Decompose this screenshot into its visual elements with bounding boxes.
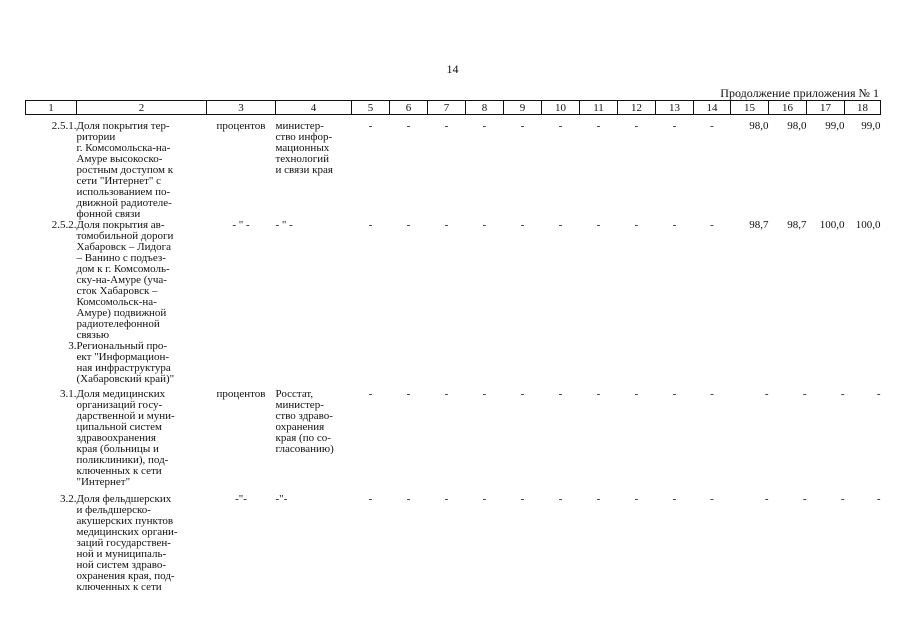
value-cell: 98,0 bbox=[787, 120, 807, 132]
value-cell: 99,0 bbox=[861, 120, 881, 132]
value-cell bbox=[618, 341, 656, 389]
value-cell: - bbox=[802, 493, 807, 505]
value-cell: - bbox=[596, 120, 601, 132]
value-cell: 100,0 bbox=[819, 219, 845, 231]
indicator-name: Доля покрытия ав- томобильной дороги Хабаровск – Лидога – Ванино с подъез- дом к г. Комсомоль- ску-на-Амуре (уча- сток Хабаровск – Комсомольск-на- Амуре) подвижной радиотелефонной связью bbox=[76, 219, 174, 341]
column-header: 12 bbox=[618, 101, 656, 115]
value-cell: - bbox=[558, 493, 563, 505]
row-number: 3.1. bbox=[60, 388, 77, 400]
value-cell: - bbox=[558, 120, 563, 132]
value-cell bbox=[731, 341, 769, 389]
indicator-name: Доля покрытия тер- ритории г. Комсомольска-на- Амуре высокоско- ростным доступом к сети "Интернет" с использованием по- движной радиотеле- фонной связи bbox=[76, 120, 174, 220]
column-header: 17 bbox=[807, 101, 845, 115]
continuation-label: Продолжение приложения № 1 bbox=[720, 86, 879, 100]
value-cell: - bbox=[596, 388, 601, 400]
value-cell bbox=[466, 341, 504, 389]
value-cell: - bbox=[596, 493, 601, 505]
column-header: 14 bbox=[694, 101, 731, 115]
value-cell: - bbox=[482, 388, 487, 400]
value-cell: - bbox=[520, 388, 525, 400]
table-row bbox=[26, 389, 881, 494]
unit-cell: - " - bbox=[232, 219, 250, 231]
value-cell: - bbox=[406, 120, 411, 132]
value-cell: - bbox=[764, 493, 769, 505]
column-header: 1 bbox=[26, 101, 77, 115]
source-cell: - " - bbox=[275, 219, 293, 231]
value-cell: 98,7 bbox=[787, 219, 807, 231]
table-row bbox=[26, 115, 881, 221]
column-header: 10 bbox=[542, 101, 580, 115]
column-header: 6 bbox=[390, 101, 428, 115]
value-cell: - bbox=[520, 219, 525, 231]
value-cell bbox=[769, 341, 807, 389]
row-number: 3. bbox=[68, 340, 77, 352]
value-cell: - bbox=[406, 493, 411, 505]
value-cell bbox=[428, 341, 466, 389]
value-cell: - bbox=[710, 493, 714, 505]
data-table bbox=[25, 100, 881, 604]
value-cell bbox=[504, 341, 542, 389]
value-cell: - bbox=[444, 388, 449, 400]
value-cell: - bbox=[444, 219, 449, 231]
header-row bbox=[26, 101, 881, 115]
value-cell bbox=[845, 341, 881, 389]
value-cell: - bbox=[876, 493, 881, 505]
value-cell: - bbox=[444, 493, 449, 505]
value-cell: - bbox=[764, 388, 769, 400]
value-cell: - bbox=[710, 120, 714, 132]
value-cell: - bbox=[520, 120, 525, 132]
column-header: 9 bbox=[504, 101, 542, 115]
source-cell: министер- ство инфор- мационных технологий и связи края bbox=[275, 120, 333, 176]
value-cell bbox=[542, 341, 580, 389]
page-number: 14 bbox=[446, 62, 459, 76]
value-cell: - bbox=[634, 219, 639, 231]
value-cell: - bbox=[672, 120, 677, 132]
value-cell: - bbox=[840, 493, 845, 505]
value-cell: - bbox=[634, 120, 639, 132]
value-cell: - bbox=[406, 388, 411, 400]
column-header: 4 bbox=[276, 101, 352, 115]
column-header: 5 bbox=[352, 101, 390, 115]
column-header: 3 bbox=[207, 101, 276, 115]
column-header: 8 bbox=[466, 101, 504, 115]
value-cell bbox=[694, 341, 731, 389]
indicator-name: Доля медицинских организаций госу- дарственной и муни- ципальной систем здравоохранения края (больницы и поликлиники), под- ключенных к сети "Интернет" bbox=[76, 388, 175, 488]
unit-cell: процентов bbox=[216, 120, 266, 132]
value-cell: - bbox=[482, 493, 487, 505]
value-cell: 99,0 bbox=[825, 120, 845, 132]
unit-cell: процентов bbox=[216, 388, 266, 400]
value-cell: 98,7 bbox=[749, 219, 769, 231]
value-cell: - bbox=[482, 219, 487, 231]
source-cell bbox=[276, 341, 352, 389]
table-body bbox=[26, 115, 881, 605]
column-header: 13 bbox=[656, 101, 694, 115]
value-cell: - bbox=[634, 388, 639, 400]
indicator-name: Региональный про- ект "Информацион- ная инфраструктура (Хабаровский край)" bbox=[76, 340, 175, 385]
column-header: 15 bbox=[731, 101, 769, 115]
value-cell: - bbox=[520, 493, 525, 505]
value-cell: - bbox=[802, 388, 807, 400]
value-cell: - bbox=[368, 120, 373, 132]
source-cell: -"- bbox=[275, 493, 288, 505]
table-row bbox=[26, 220, 881, 341]
table-row bbox=[26, 341, 881, 389]
row-number: 2.5.1. bbox=[51, 120, 77, 132]
value-cell: - bbox=[368, 388, 373, 400]
value-cell: - bbox=[482, 120, 487, 132]
column-header: 18 bbox=[845, 101, 881, 115]
value-cell: - bbox=[672, 388, 677, 400]
value-cell bbox=[656, 341, 694, 389]
value-cell bbox=[807, 341, 845, 389]
row-number: 2.5.2. bbox=[51, 219, 77, 231]
column-header: 2 bbox=[77, 101, 207, 115]
value-cell: - bbox=[710, 388, 714, 400]
value-cell: - bbox=[672, 493, 677, 505]
source-cell: Росстат, министер- ство здраво- охранения края (по со- гласованию) bbox=[275, 388, 334, 455]
column-header: 7 bbox=[428, 101, 466, 115]
value-cell: - bbox=[558, 388, 563, 400]
unit-cell: -"- bbox=[235, 493, 247, 505]
value-cell: - bbox=[634, 493, 639, 505]
table-row bbox=[26, 494, 881, 604]
value-cell bbox=[390, 341, 428, 389]
column-header: 16 bbox=[769, 101, 807, 115]
value-cell: - bbox=[368, 219, 373, 231]
value-cell bbox=[352, 341, 390, 389]
column-header: 11 bbox=[580, 101, 618, 115]
value-cell: - bbox=[558, 219, 563, 231]
value-cell: - bbox=[368, 493, 373, 505]
value-cell bbox=[580, 341, 618, 389]
value-cell: - bbox=[596, 219, 601, 231]
row-number: 3.2. bbox=[60, 493, 77, 505]
value-cell: - bbox=[406, 219, 411, 231]
value-cell: 98,0 bbox=[749, 120, 769, 132]
value-cell: - bbox=[876, 388, 881, 400]
value-cell: - bbox=[444, 120, 449, 132]
value-cell: 100,0 bbox=[855, 219, 881, 231]
value-cell: - bbox=[672, 219, 677, 231]
value-cell: - bbox=[710, 219, 714, 231]
value-cell: - bbox=[840, 388, 845, 400]
unit-cell bbox=[207, 341, 276, 389]
indicator-name: Доля фельдшерских и фельдшерско- акушерских пунктов медицинских органи- заций государствен- ной и муниципаль- ной систем здраво- охранения края, под- ключенных к сети bbox=[76, 493, 178, 593]
